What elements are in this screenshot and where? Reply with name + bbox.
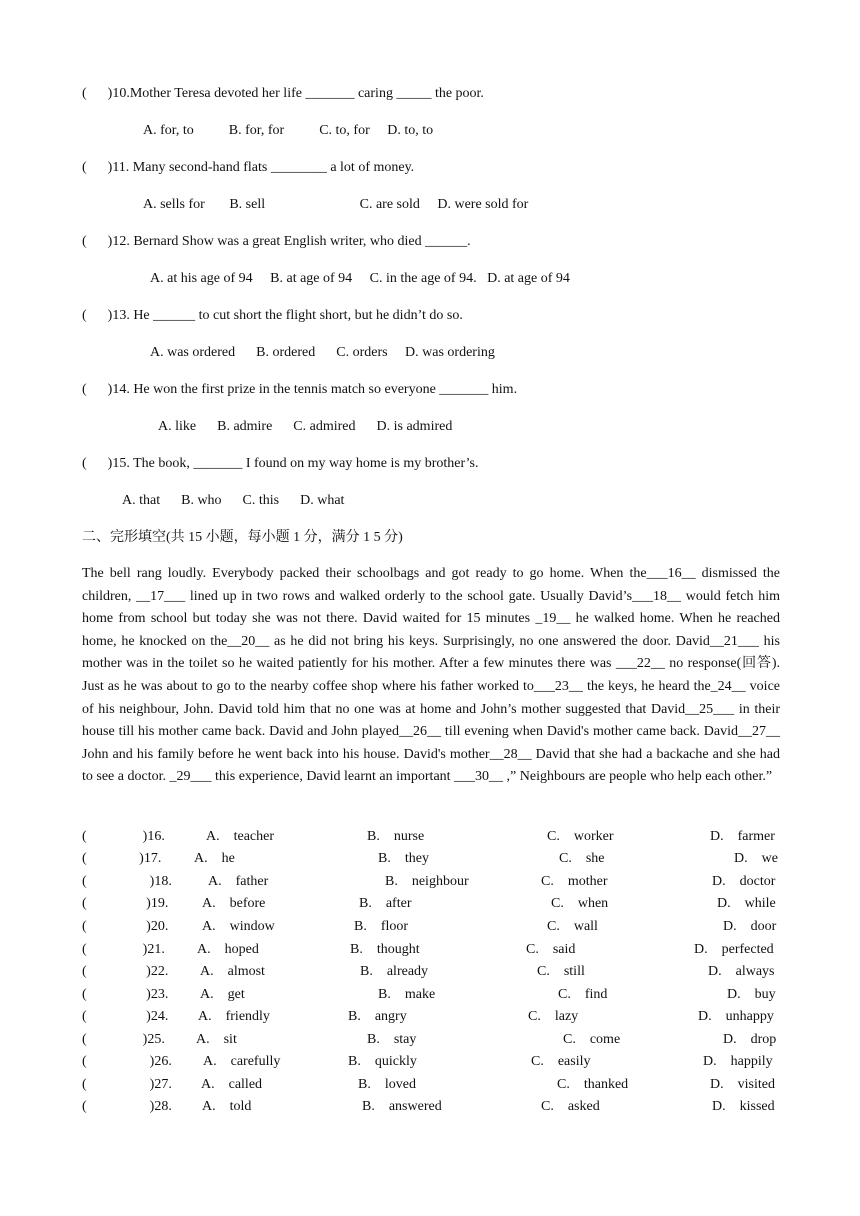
option-d: D. drop	[723, 1032, 777, 1047]
option-d: D. farmer	[710, 829, 775, 844]
option-d: D. buy	[727, 987, 776, 1002]
question-15-options: A. that B. who C. this D. what	[122, 493, 345, 508]
option-b: B. stay	[367, 1032, 417, 1047]
option-b: B. quickly	[348, 1054, 417, 1069]
option-c: C. asked	[541, 1099, 600, 1114]
question-13-stem: ( )13. He ______ to cut short the flight short, but he didn’t do so.	[82, 308, 463, 323]
question-number: ( )28.	[82, 1099, 172, 1114]
option-a: A. friendly	[198, 1009, 270, 1024]
question-number: ( )26.	[82, 1054, 172, 1069]
option-d: D. while	[717, 896, 776, 911]
option-a: A. almost	[200, 964, 265, 979]
cloze-row-20	[82, 917, 780, 937]
option-b: B. neighbour	[385, 874, 469, 889]
option-d: D. we	[734, 851, 778, 866]
question-number: ( )17.	[82, 851, 162, 866]
option-b: B. they	[378, 851, 429, 866]
option-a: A. sit	[196, 1032, 237, 1047]
cloze-row-28	[82, 1097, 780, 1117]
question-number: ( )18.	[82, 874, 172, 889]
question-11-stem: ( )11. Many second-hand flats ________ a lot of money.	[82, 160, 415, 175]
cloze-row-25	[82, 1030, 780, 1050]
question-14-options: A. like B. admire C. admired D. is admired	[158, 419, 453, 434]
option-d: D. kissed	[712, 1099, 775, 1114]
question-11-options: A. sells for B. sell C. are sold D. were sold for	[143, 197, 529, 212]
option-d: D. visited	[710, 1077, 775, 1092]
option-c: C. said	[526, 942, 576, 957]
option-c: C. easily	[531, 1054, 591, 1069]
option-b: B. nurse	[367, 829, 425, 844]
option-d: D. doctor	[712, 874, 776, 889]
cloze-row-19	[82, 894, 780, 914]
option-a: A. before	[202, 896, 266, 911]
option-a: A. father	[208, 874, 269, 889]
cloze-row-27	[82, 1075, 780, 1095]
question-number: ( )23.	[82, 987, 169, 1002]
question-number: ( )27.	[82, 1077, 172, 1092]
question-number: ( )25.	[82, 1032, 165, 1047]
option-c: C. thanked	[557, 1077, 629, 1092]
option-c: C. when	[551, 896, 609, 911]
cloze-row-18	[82, 872, 780, 892]
question-number: ( )19.	[82, 896, 169, 911]
option-b: B. thought	[350, 942, 420, 957]
cloze-row-24	[82, 1007, 780, 1027]
option-a: A. called	[201, 1077, 263, 1092]
cloze-row-23	[82, 985, 780, 1005]
option-b: B. already	[360, 964, 429, 979]
question-14-stem: ( )14. He won the first prize in the tennis match so everyone _______ him.	[82, 382, 518, 397]
cloze-passage: The bell rang loudly. Everybody packed their schoolbags and got ready to go home. When the___16__ dismissed the children, __17___ lined up in two rows and walked orderly to the school gate. Usually David’s___18__ would fetch him home from school but today she was not there. David waited for 15 minutes _19__ he walked home. When he reached home, he knocked on the__20__ as he did not bring his keys. Surprisingly, no one answered the door. David__21___ his mother was in the toilet so he waited patiently for his mother. After a few minutes there was ___22__ no response(回答). Just as he was about to go to the nearby coffee shop where his father worked to___23__ the keys, he heard the_24__ voice of his neighbour, John. David told him that no one was at home and John’s mother suggested that David__25___ in their house till his mother came back. David and John played__26__ till evening when David's mother came back. David__27__ John and his family before he went back into his house. David's mother__28__ David that she had a backache and she had to see a doctor. _29___ this experience, David learnt an important ___30__ ,” Neighbours are people who help each other.”	[82, 566, 780, 785]
option-c: C. wall	[547, 919, 598, 934]
option-d: D. always	[708, 964, 775, 979]
option-c: C. come	[563, 1032, 621, 1047]
option-c: C. lazy	[528, 1009, 579, 1024]
option-c: C. still	[537, 964, 585, 979]
option-b: B. angry	[348, 1009, 407, 1024]
option-a: A. carefully	[203, 1054, 281, 1069]
option-c: C. mother	[541, 874, 608, 889]
option-d: D. door	[723, 919, 777, 934]
cloze-row-16	[82, 827, 780, 847]
cloze-row-26	[82, 1052, 780, 1072]
option-a: A. told	[202, 1099, 252, 1114]
question-number: ( )21.	[82, 942, 165, 957]
option-b: B. floor	[354, 919, 409, 934]
option-a: A. get	[200, 987, 245, 1002]
question-number: ( )16.	[82, 829, 165, 844]
question-12-options: A. at his age of 94 B. at age of 94 C. in the age of 94. D. at age of 94	[150, 271, 570, 286]
option-d: D. unhappy	[698, 1009, 774, 1024]
option-b: B. make	[378, 987, 436, 1002]
question-10-options: A. for, to B. for, for C. to, for D. to, to	[143, 123, 434, 138]
option-a: A. window	[202, 919, 275, 934]
option-d: D. perfected	[694, 942, 774, 957]
question-number: ( )24.	[82, 1009, 169, 1024]
question-12-stem: ( )12. Bernard Show was a great English writer, who died ______.	[82, 234, 471, 249]
option-a: A. teacher	[206, 829, 275, 844]
option-b: B. answered	[362, 1099, 442, 1114]
option-b: B. after	[359, 896, 412, 911]
option-a: A. he	[194, 851, 235, 866]
option-b: B. loved	[358, 1077, 416, 1092]
question-number: ( )22.	[82, 964, 169, 979]
option-c: C. find	[558, 987, 608, 1002]
cloze-row-22	[82, 962, 780, 982]
option-a: A. hoped	[197, 942, 259, 957]
cloze-row-17	[82, 849, 780, 869]
section-title: 二、完形填空(共 15 小题，每小题 1 分，满分 1 5 分)	[82, 530, 403, 545]
option-c: C. she	[559, 851, 605, 866]
option-d: D. happily	[703, 1054, 773, 1069]
question-15-stem: ( )15. The book, _______ I found on my way home is my brother’s.	[82, 456, 479, 471]
question-number: ( )20.	[82, 919, 169, 934]
option-c: C. worker	[547, 829, 614, 844]
cloze-row-21	[82, 940, 780, 960]
question-10-stem: ( )10.Mother Teresa devoted her life _______ caring _____ the poor.	[82, 86, 484, 101]
question-13-options: A. was ordered B. ordered C. orders D. was ordering	[150, 345, 495, 360]
